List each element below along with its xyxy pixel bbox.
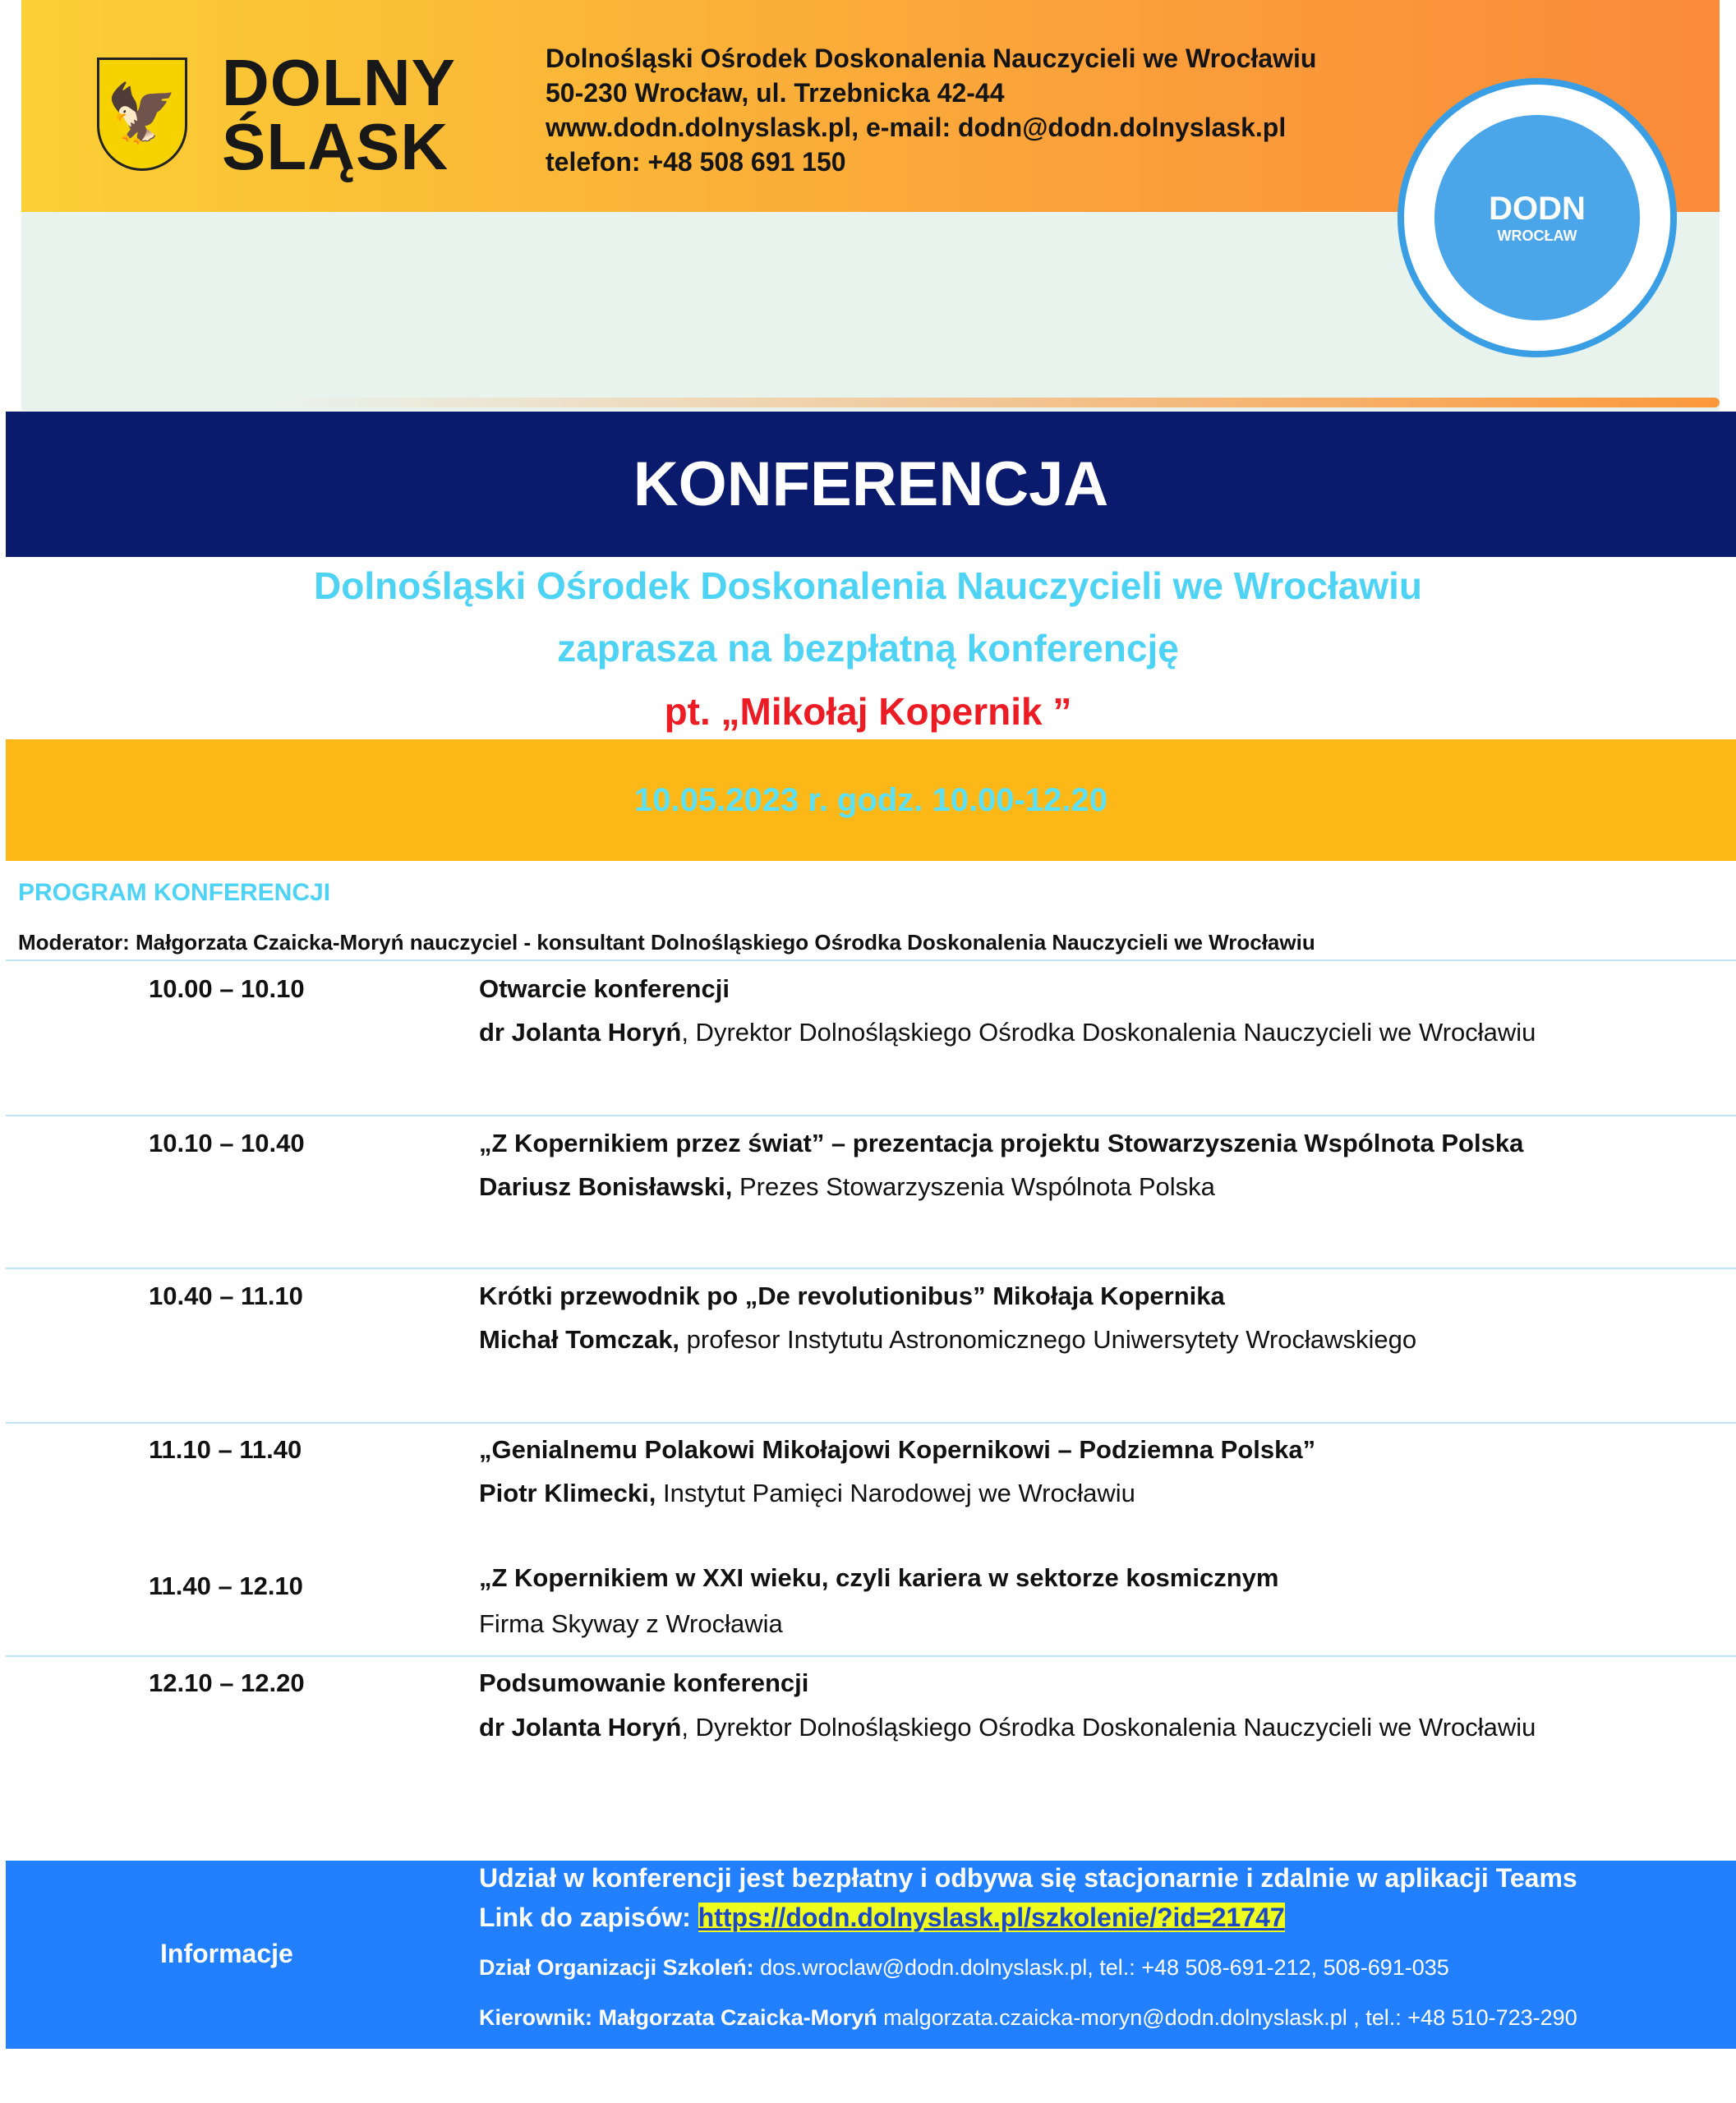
address: 50-230 Wrocław, ul. Trzebnicka 42-44: [546, 78, 1005, 108]
program-heading: PROGRAM KONFERENCJI: [18, 879, 331, 906]
session-title: Krótki przewodnik po „De revolutionibus” Mikołaja Kopernika: [479, 1282, 1225, 1310]
registration-line: [479, 1903, 1285, 1933]
participation-note: Udział w konferencji jest bezpłatny i odbywa się stacjonarnie i zdalnie w aplikacji Teams: [479, 1863, 1577, 1893]
divider: [6, 1422, 1736, 1424]
link-label: Link do zapisów:: [479, 1903, 698, 1932]
date-band: [6, 739, 1736, 861]
session-time: 10.00 – 10.10: [149, 974, 305, 1003]
session-time: 11.40 – 12.10: [149, 1571, 303, 1600]
speaker-name: Michał Tomczak,: [479, 1325, 680, 1354]
session-speaker-line: [479, 1609, 783, 1639]
phone: telefon: +48 508 691 150: [546, 147, 846, 177]
dolny-slask-logo: [222, 46, 456, 183]
intro-org: Dolnośląski Ośrodek Doskonalenia Nauczycieli we Wrocławiu: [314, 564, 1422, 607]
divider: [6, 1268, 1736, 1269]
contact-block: [546, 41, 1316, 179]
speaker-name: dr Jolanta Horyń: [479, 1713, 682, 1742]
registration-link[interactable]: https://dodn.dolnyslask.pl/szkolenie/?id=21747: [698, 1903, 1285, 1932]
divider: [6, 1115, 1736, 1116]
header-banner: [21, 0, 1720, 411]
head-contact: [479, 2005, 1577, 2031]
divider: [6, 1655, 1736, 1657]
brand-line: DOLNY: [222, 46, 456, 119]
banner-stripe: [268, 398, 1720, 407]
seal-city: WROCŁAW: [1497, 228, 1577, 244]
session-title: „Genialnemu Polakowi Mikołajowi Kopernikowi – Podziemna Polska”: [479, 1435, 1316, 1464]
session-title: „Z Kopernikiem w XXI wieku, czyli kariera w sektorze kosmicznym: [479, 1563, 1279, 1592]
dept-value: dos.wroclaw@dodn.dolnyslask.pl, tel.: +48 508-691-212, 508-691-035: [753, 1955, 1449, 1980]
speaker-role: , Dyrektor Dolnośląskiego Ośrodka Doskonalenia Nauczycieli we Wrocławiu: [681, 1018, 1536, 1047]
info-label: Informacje: [160, 1939, 293, 1968]
speaker-role: profesor Instytutu Astronomicznego Uniwersytety Wrocławskiego: [679, 1325, 1417, 1354]
speaker-role: Firma Skyway z Wrocławia: [479, 1609, 783, 1638]
seal-name: DODN: [1489, 191, 1586, 227]
divider: [6, 959, 1736, 961]
session-speaker-line: [479, 1018, 1536, 1047]
head-value: malgorzata.czaicka-moryn@dodn.dolnyslask.pl , tel.: +48 510-723-290: [877, 2005, 1577, 2030]
session-speaker-line: [479, 1479, 1135, 1508]
speaker-name: Piotr Klimecki,: [479, 1479, 656, 1507]
web-email: www.dodn.dolnyslask.pl, e-mail: dodn@dodn.dolnyslask.pl: [546, 113, 1287, 142]
head-label: Kierownik: Małgorzata Czaicka-Moryń: [479, 2005, 877, 2030]
speaker-role: , Dyrektor Dolnośląskiego Ośrodka Doskonalenia Nauczycieli we Wrocławiu: [681, 1713, 1536, 1742]
dodn-seal-logo: [1398, 78, 1677, 357]
speaker-role: Prezes Stowarzyszenia Wspólnota Polska: [732, 1172, 1215, 1201]
speaker-name: dr Jolanta Horyń: [479, 1018, 682, 1047]
org-name: Dolnośląski Ośrodek Doskonalenia Nauczycieli we Wrocławiu: [546, 44, 1317, 73]
speaker-role: Instytut Pamięci Narodowej we Wrocławiu: [656, 1479, 1135, 1507]
session-time: 10.10 – 10.40: [149, 1129, 305, 1157]
dept-label: Dział Organizacji Szkoleń:: [479, 1955, 754, 1980]
dept-contact: [479, 1955, 1449, 1981]
session-title: Podsumowanie konferencji: [479, 1668, 809, 1697]
page-title: KONFERENCJA: [6, 412, 1736, 557]
speaker-name: Dariusz Bonisławski,: [479, 1172, 733, 1201]
session-time: 11.10 – 11.40: [149, 1435, 302, 1464]
eagle-crest-icon: 🦅: [97, 58, 187, 171]
session-title: Otwarcie konferencji: [479, 974, 730, 1003]
session-speaker-line: [479, 1713, 1536, 1742]
conference-topic: pt. „Mikołaj Kopernik ”: [664, 690, 1072, 733]
session-time: 12.10 – 12.20: [149, 1668, 305, 1697]
brand-line: ŚLĄSK: [222, 110, 449, 183]
session-speaker-line: [479, 1172, 1215, 1202]
moderator: Moderator: Małgorzata Czaicka-Moryń nauczyciel - konsultant Dolnośląskiego Ośrodka Doskonalenia Nauczycieli we Wrocławiu: [18, 930, 1315, 955]
session-time: 10.40 – 11.10: [149, 1282, 303, 1310]
intro-invite: zaprasza na bezpłatną konferencję: [557, 627, 1179, 670]
session-speaker-line: [479, 1325, 1416, 1355]
conference-date: 10.05.2023 r. godz. 10.00-12.20: [634, 781, 1107, 818]
session-title: „Z Kopernikiem przez świat” – prezentacja projektu Stowarzyszenia Wspólnota Polska: [479, 1129, 1524, 1157]
